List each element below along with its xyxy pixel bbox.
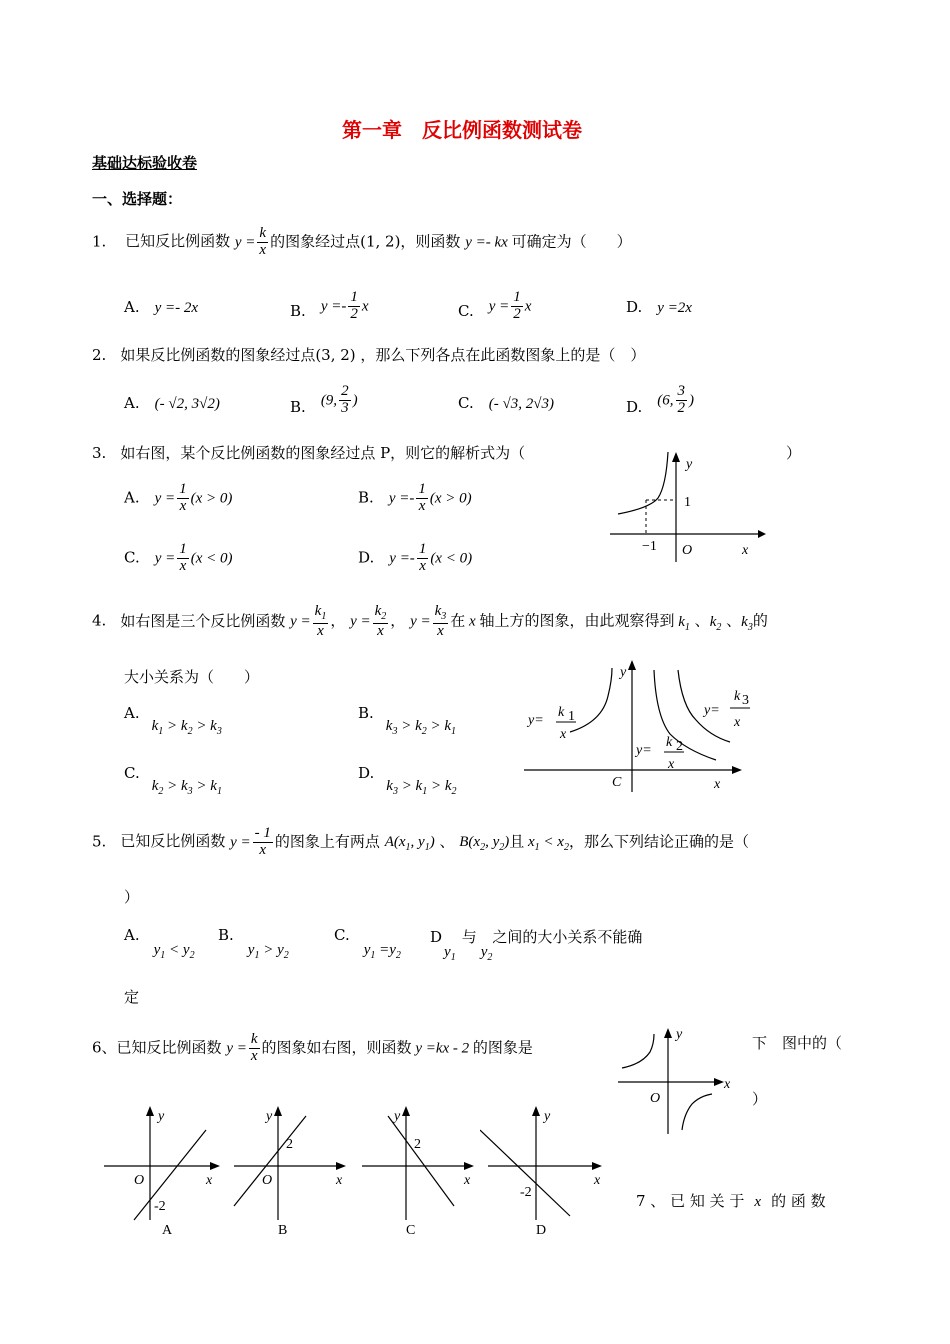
svg-text:y: y <box>620 665 627 680</box>
svg-text:C: C <box>612 775 622 790</box>
q1-number: 1. <box>92 232 107 251</box>
svg-text:y=: y= <box>636 743 652 758</box>
q5-option-b[interactable]: $B.y_1 > y_2$ <box>218 926 289 961</box>
question-3: 3. 如右图，某个反比例函数的图象经过点 P，则它的解析式为（ <box>92 444 526 462</box>
q3-option-d[interactable]: D. y =- $\frac{1}{x}$ (x < 0) <box>358 541 473 574</box>
q1-option-d[interactable]: D. y =2x <box>626 298 692 316</box>
svg-text:x: x <box>594 1173 601 1188</box>
q1-option-b[interactable]: B. y =- $\frac{1}{2}$ x <box>290 289 369 322</box>
svg-text:1: 1 <box>568 709 575 724</box>
q6-option-b-graph[interactable] <box>226 1102 356 1242</box>
svg-text:y: y <box>394 1109 401 1124</box>
q4-option-d[interactable]: $D.k_3 > k_1 > k_2$ <box>358 764 457 797</box>
q6-option-c-graph[interactable] <box>354 1102 484 1242</box>
svg-text:x: x <box>668 757 675 772</box>
svg-text:2: 2 <box>286 1137 293 1152</box>
svg-text:k: k <box>666 735 673 750</box>
q3-option-b[interactable]: B. y =- $\frac{1}{x}$ (x > 0) <box>358 481 472 514</box>
svg-text:-2: -2 <box>520 1185 532 1200</box>
q6-option-a-graph[interactable] <box>100 1102 230 1242</box>
svg-text:O: O <box>650 1091 661 1106</box>
svg-text:2: 2 <box>414 1137 421 1152</box>
q3-graph <box>600 450 770 570</box>
q6-option-d-graph[interactable] <box>480 1102 612 1242</box>
svg-text:y: y <box>676 1027 683 1042</box>
section-heading: 基础达标验收卷 <box>92 154 198 172</box>
question-7: 7 、 已 知 关 于 x 的 函 数 <box>636 1192 826 1210</box>
q2-option-a[interactable]: A. (- √2, 3√2) <box>124 394 220 412</box>
q4-option-a[interactable]: $A.k_1 > k_2 > k_3$ <box>124 704 222 737</box>
svg-text:x: x <box>336 1173 343 1188</box>
svg-text:y: y <box>544 1109 551 1124</box>
question-5: 5. 已知反比例函数 y = $\frac{- 1}{x}$ 的图象上有两点 $A(x_1$, $y_1$) 、 $B(x_2$, $y_2$)且 $x_1 < x_2$，那么下列结论正确的是（ <box>92 825 749 858</box>
option-letter-d: D <box>536 1223 547 1238</box>
svg-text:k: k <box>558 705 565 720</box>
q1-option-a[interactable]: A. y =- 2x <box>124 298 199 316</box>
q5-option-a[interactable]: $A.y_1 < y_2$ <box>124 926 195 961</box>
page-title: 第一章 反比例函数测试卷 <box>342 118 582 142</box>
q2-option-d[interactable]: D. (6, $\frac{3}{2}$ ) <box>626 383 695 417</box>
q4-graph <box>520 656 750 796</box>
q1-option-c[interactable]: C. y = $\frac{1}{2}$ x <box>458 289 532 322</box>
svg-text:O: O <box>262 1173 273 1188</box>
svg-text:O: O <box>134 1173 145 1188</box>
q4-option-b[interactable]: $B.k_3 > k_2 > k_1$ <box>358 704 457 737</box>
option-letter-a: A <box>162 1223 173 1238</box>
option-letter-c: C <box>406 1223 416 1238</box>
option-letter-b: B <box>278 1223 288 1238</box>
svg-text:x: x <box>734 715 741 730</box>
svg-text:y=: y= <box>528 713 544 728</box>
q5-option-c[interactable]: $C.y_1 =y_2$ <box>334 926 401 961</box>
svg-text:y: y <box>266 1109 273 1124</box>
svg-text:2: 2 <box>676 739 683 754</box>
question-6: 6、已知反比例函数 y = $\frac{k}{x}$ 的图象如右图，则函数 y =kx - 2 的图象是 <box>92 1031 533 1064</box>
q5-option-d[interactable]: $Dy_1$与$y_2$之间的大小关系不能确 <box>430 928 643 963</box>
svg-text:1: 1 <box>684 495 691 510</box>
svg-text:x: x <box>206 1173 213 1188</box>
q2-option-c[interactable]: C. (- √3, 2√3) <box>458 394 554 412</box>
q3-option-c[interactable]: C. y = $\frac{1}{x}$ (x < 0) <box>124 541 233 574</box>
question-4: 4. 如右图是三个反比例函数 y = $\frac{k_1}{x}$ ， y = $\frac{k_2}{x}$ ， y = $\frac{k_3}{x}$ 在 x 轴上方的图象，由此观察得到 $k_1$ 、$k_2$ 、$k_3$的 <box>92 603 768 639</box>
svg-text:x: x <box>464 1173 471 1188</box>
svg-text:k: k <box>734 689 741 704</box>
svg-text:−1: −1 <box>642 539 657 554</box>
part-heading: 一、选择题： <box>92 190 183 208</box>
q2-option-b[interactable]: B. (9, $\frac{2}{3}$ ) <box>290 383 358 417</box>
question-1: 1. 已知反比例函数 y = $\frac{k}{x}$ 的图象经过点(1, 2)，则函数 y =- kx 可确定为（ ） <box>92 225 632 258</box>
q3-y-label: y <box>686 457 693 472</box>
svg-text:x: x <box>714 777 721 792</box>
q3-option-a[interactable]: A. y = $\frac{1}{x}$ (x > 0) <box>124 481 233 514</box>
q4-option-c[interactable]: $C.k_2 > k_3 > k_1$ <box>124 764 222 797</box>
svg-text:x: x <box>742 543 749 558</box>
svg-text:y: y <box>158 1109 165 1124</box>
svg-text:O: O <box>682 543 693 558</box>
svg-text:-2: -2 <box>154 1199 166 1214</box>
svg-text:y=: y= <box>704 703 720 718</box>
q6-graph <box>612 1022 742 1140</box>
svg-text:x: x <box>560 727 567 742</box>
svg-text:3: 3 <box>742 693 749 708</box>
question-2: 2. 如果反比例函数的图象经过点(3, 2) ，那么下列各点在此函数图象上的是（ ） <box>92 346 646 364</box>
svg-text:x: x <box>724 1077 731 1092</box>
